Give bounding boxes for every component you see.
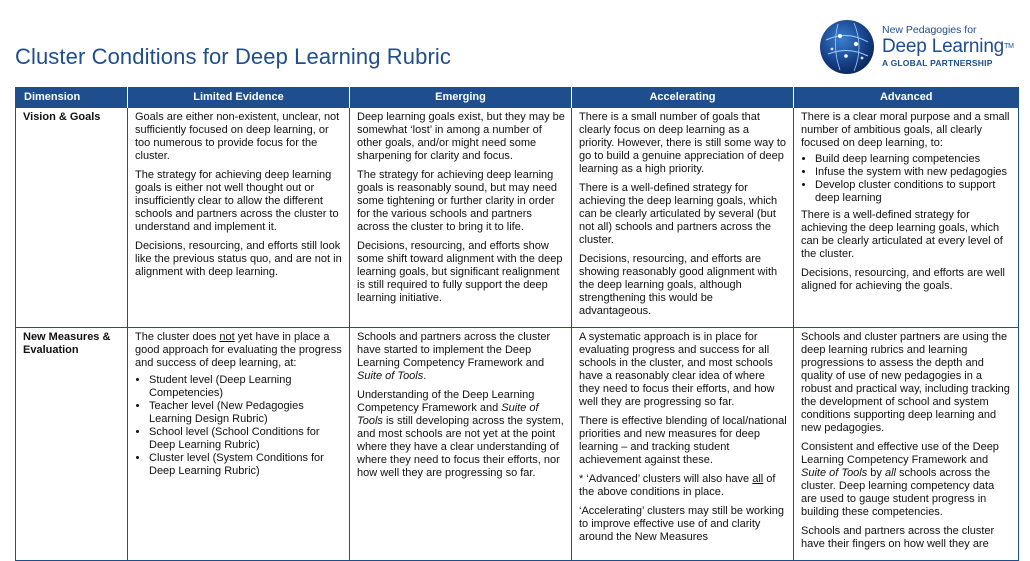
page-title: Cluster Conditions for Deep Learning Rubric xyxy=(15,44,451,69)
col-header-limited: Limited Evidence xyxy=(128,87,350,108)
cell-text: A systematic approach is in place for evaluating progress and success for all schools in the cluster, and most schools have a reasonably clear idea of where they need to focus their efforts, and how well they are progressing so far. xyxy=(579,331,775,408)
list-item: • Develop cluster conditions to support deep learning xyxy=(815,179,1012,205)
cell-limited xyxy=(128,328,350,561)
cell-accelerating xyxy=(572,108,794,328)
bullet-list xyxy=(135,374,343,478)
cell-text: Deep learning goals exist, but they may be somewhat ‘lost’ in among a number of other goals, and/or might need some sharpening for clarity and focus. xyxy=(357,111,565,162)
cell-text: ‘Accelerating’ clusters may still be working to improve effective use of and clarity around the New Measures xyxy=(579,505,784,543)
logo-line-1: New Pedagogies for xyxy=(882,24,977,36)
cell-advanced xyxy=(794,108,1019,328)
list-item: • Student level (Deep Learning Competencies) xyxy=(149,374,343,400)
logo-line-2: Deep Learning™ xyxy=(882,36,1014,57)
cell-limited xyxy=(128,108,350,328)
cell-text: Goals are either non-existent, unclear, not sufficiently focused on deep learning, or too numerous to provide focus for the cluster. xyxy=(135,111,340,162)
cell-text: There is effective blending of local/national priorities and new measures for deep learning – and tracking student achievement against these. xyxy=(579,415,787,466)
col-header-advanced: Advanced xyxy=(794,87,1019,108)
list-item: • Teacher level (New Pedagogies Learning Design Rubric) xyxy=(149,400,343,426)
cell-text: Schools and partners across the cluster have started to implement the Deep Learning Competency Framework and Suite of Tools. xyxy=(357,331,551,382)
cell-text: There is a well-defined strategy for achieving the deep learning goals, which can be clearly articulated by several (but not all) schools and partners across the cluster. xyxy=(579,182,778,246)
cell-text: The strategy for achieving deep learning goals is either not well thought out or insufficiently clear to allow the different schools and partners across the cluster to understand and implement it. xyxy=(135,169,339,233)
dimension-cell: Vision & Goals xyxy=(16,108,128,328)
cell-advanced xyxy=(794,328,1019,561)
cell-text: Decisions, resourcing, and efforts still look like the previous status quo, and are not in alignment with deep learning. xyxy=(135,240,342,278)
cell-text: The strategy for achieving deep learning goals is reasonably sound, but may need some tightening or further clarity in order for the various schools and partners across the cluster to bring it to life. xyxy=(357,169,557,233)
col-header-dimension: Dimension xyxy=(16,87,128,108)
cell-text: There is a small number of goals that clearly focus on deep learning as a priority. However, there is still some way to go to build a genuine appreciation of deep learning as a high priority. xyxy=(579,111,787,175)
cell-accelerating xyxy=(572,328,794,561)
cell-text: Understanding of the Deep Learning Competency Framework and Suite of Tools is still developing across the system, and most schools are not yet at the point where they have a clear understanding of where they need to focus their efforts, nor how well they are progressing so far. xyxy=(357,389,564,479)
list-item: • Infuse the system with new pedagogies xyxy=(815,166,1012,179)
cell-text: * ‘Advanced’ clusters will also have all of the above conditions in place. xyxy=(579,473,776,498)
cell-emerging xyxy=(350,108,572,328)
cell-text: Decisions, resourcing, and efforts are showing reasonably good alignment with the deep learning goals, although strengthening this would be advantageous. xyxy=(579,253,778,317)
col-header-accelerating: Accelerating xyxy=(572,87,794,108)
cell-emerging xyxy=(350,328,572,561)
rubric-table xyxy=(15,87,1019,561)
table-row xyxy=(16,108,1019,328)
cell-text: Decisions, resourcing, and efforts are well aligned for achieving the goals. xyxy=(801,267,1006,292)
logo-line-3: A GLOBAL PARTNERSHIP xyxy=(882,58,993,68)
globe-icon xyxy=(818,18,876,76)
cell-text: Schools and cluster partners are using the deep learning rubrics and learning progressions to assess the depth and quality of use of new pedagogies in a robust and practical way, including tracking the development of school and system conditions supporting deep learning and new pedagogies. xyxy=(801,331,1010,434)
list-item: • Cluster level (System Conditions for Deep Learning Rubric) xyxy=(149,452,343,478)
list-item: • School level (School Conditions for Deep Learning Rubric) xyxy=(149,426,343,452)
header-row xyxy=(16,87,1019,108)
col-header-emerging: Emerging xyxy=(350,87,572,108)
bullet-list xyxy=(801,153,1012,205)
table-row xyxy=(16,328,1019,561)
trademark: TM xyxy=(1004,43,1014,50)
dimension-cell: New Measures & Evaluation xyxy=(16,328,128,561)
cell-text: The cluster does not yet have in place a good approach for evaluating the progress and success of deep learning, at: xyxy=(135,331,342,369)
cell-text: There is a well-defined strategy for achieving the deep learning goals, which can be clearly articulated at every level of the cluster. xyxy=(801,209,1003,260)
list-item: • Build deep learning competencies xyxy=(815,153,1012,166)
cell-text: There is a clear moral purpose and a small number of ambitious goals, all clearly focused on deep learning, to: xyxy=(801,111,1010,149)
logo xyxy=(818,16,1023,78)
cell-text: Decisions, resourcing, and efforts show some shift toward alignment with the deep learning goals, but significant realignment is still required to fully support the deep learning initiative. xyxy=(357,240,563,304)
cell-text: Schools and partners across the cluster have their fingers on how well they are xyxy=(801,525,995,550)
cell-text: Consistent and effective use of the Deep Learning Competency Framework and Suite of Tools by all schools across the cluster. Deep learning competency data are used to gauge student progress in building these competencies. xyxy=(801,441,999,518)
